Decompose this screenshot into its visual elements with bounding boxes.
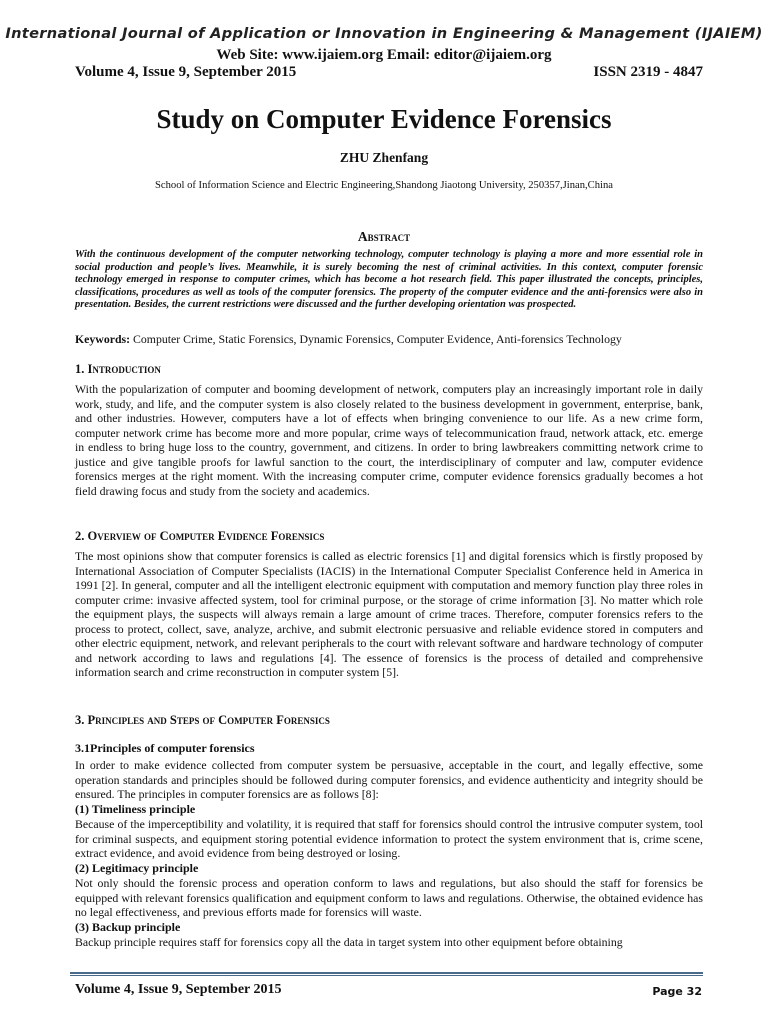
subsection-heading-3-1: 3.1Principles of computer forensics (75, 741, 255, 755)
timeliness-principle-text: Because of the imperceptibility and volatility, it is required that staff for forensics should control the intrusive computer system, tool for criminal suspects, and equipment storing potential evidence information to protect the system environment that is, crime scene, extract evidence, and avoid evidence from being destroyed or losing. (75, 817, 703, 860)
paper-title: Study on Computer Evidence Forensics (156, 104, 612, 134)
footer-rule-thin (70, 975, 703, 976)
timeliness-principle-heading: (1) Timeliness principle (75, 802, 196, 816)
section-heading-overview: 2. Overview of Computer Evidence Forensics (75, 529, 325, 543)
legitimacy-principle-text: Not only should the forensic process and operation conform to laws and regulations, but also should the staff for forensics be equipped with relevant forensics qualification and equipment conform to laws and regulations. Otherwise, the obtained evidence has no legal effectiveness, and previous efforts made for forensics will waste. (75, 876, 703, 919)
issn: ISSN 2319 - 4847 (593, 64, 703, 80)
footer-volume: Volume 4, Issue 9, September 2015 (75, 982, 282, 997)
volume-issn-row (75, 64, 703, 81)
journal-name: International Journal of Application or Innovation in Engineering & Management (IJAIEM) (5, 25, 763, 42)
backup-principle-text: Backup principle requires staff for forensics copy all the data in target system into other equipment before obtaining (75, 935, 623, 949)
volume-info: Volume 4, Issue 9, September 2015 (75, 64, 297, 80)
page-number: Page 32 (652, 985, 702, 998)
introduction-text: With the popularization of computer and booming development of network, computers play an increasingly important role in daily work, study, and life, and the computer system is also closely related to the business development in government, enterprise, bank, and other industries. However, computers have a lot of effects when bringing convenience to our life. As a new crime form, computer network crime has become more and more popular, crime ways of telecommunication fraud, network attack, etc. emerge in endless to bring huge loss to the country, government, and citizens. In order to bring lawbreakers committing network crime to justice and give tangible proofs for lawful sanction to the court, the interdisciplinary of computer and law, computer evidence forensics merges at the right moment. With the increasing computer crime, computer evidence forensics gradually becomes a hot field drawing focus and study from the society and academics. (75, 382, 703, 498)
author-affiliation: School of Information Science and Electric Engineering,Shandong Jiaotong University, 250357,Jinan,China (155, 180, 613, 191)
footer-rule (70, 972, 703, 974)
overview-text: The most opinions show that computer forensics is called as electric forensics [1] and digital forensics which is firstly proposed by International Association of Computer Specialists (IACIS) in the International Computer Specialist Conference held in America in 1991 [2]. In general, computer and all the intelligent electronic equipment with computation and memory function play three roles in computer crime: invasive affected system, tool for criminal purpose, or the storage of crime information [3]. No matter which role the equipment plays, the suspects will always remain a large amount of crime traces. Therefore, computer forensics refers to the process to protect, collect, save, analyze, archive, and submit electronic persuasive and reliable evidence stored in computers and other electric equipment, network, and relevant peripherals to the court with relevant software and hardware technology of computer and network according to laws and regulations [4]. The essence of forensics is the process of detailed and comprehensive information search and crime reconstruction in computer system [5]. (75, 549, 703, 679)
journal-website: Web Site: www.ijaiem.org Email: editor@ijaiem.org (216, 47, 552, 63)
section-heading-principles: 3. Principles and Steps of Computer Forensics (75, 713, 330, 727)
abstract-text: With the continuous development of the computer networking technology, computer technology is playing a more and more essential role in social production and people’s lives. Meanwhile, it is surely becoming the nest of criminal activities. In this context, computer forensic technology emerged in response to computer crimes, which has become a hot research field. This paper illustrated the concepts, principles, classifications, procedures as well as tools of the computer forensics. The property of the computer evidence and the anti-forensics were also in presentation. Besides, the current restrictions were discussed and the further developing orientation was prospected. (75, 249, 703, 311)
keywords (75, 332, 703, 346)
author-name: ZHU Zhenfang (339, 150, 429, 165)
backup-principle-heading: (3) Backup principle (75, 920, 181, 934)
keywords-label: Keywords: (75, 332, 131, 346)
keywords-text: Computer Crime, Static Forensics, Dynamic Forensics, Computer Evidence, Anti-forensics Technology (133, 332, 622, 346)
abstract-heading: Abstract (357, 229, 411, 244)
subsection-3-1-text: In order to make evidence collected from computer system be persuasive, acceptable in the court, and legally effective, some operation standards and principles should be followed during computer forensics, and evidence authenticity and integrity should be ensured. The principles in computer forensics are as follows [8]: (75, 758, 703, 801)
legitimacy-principle-heading: (2) Legitimacy principle (75, 861, 199, 875)
section-heading-introduction: 1. Introduction (75, 362, 161, 376)
